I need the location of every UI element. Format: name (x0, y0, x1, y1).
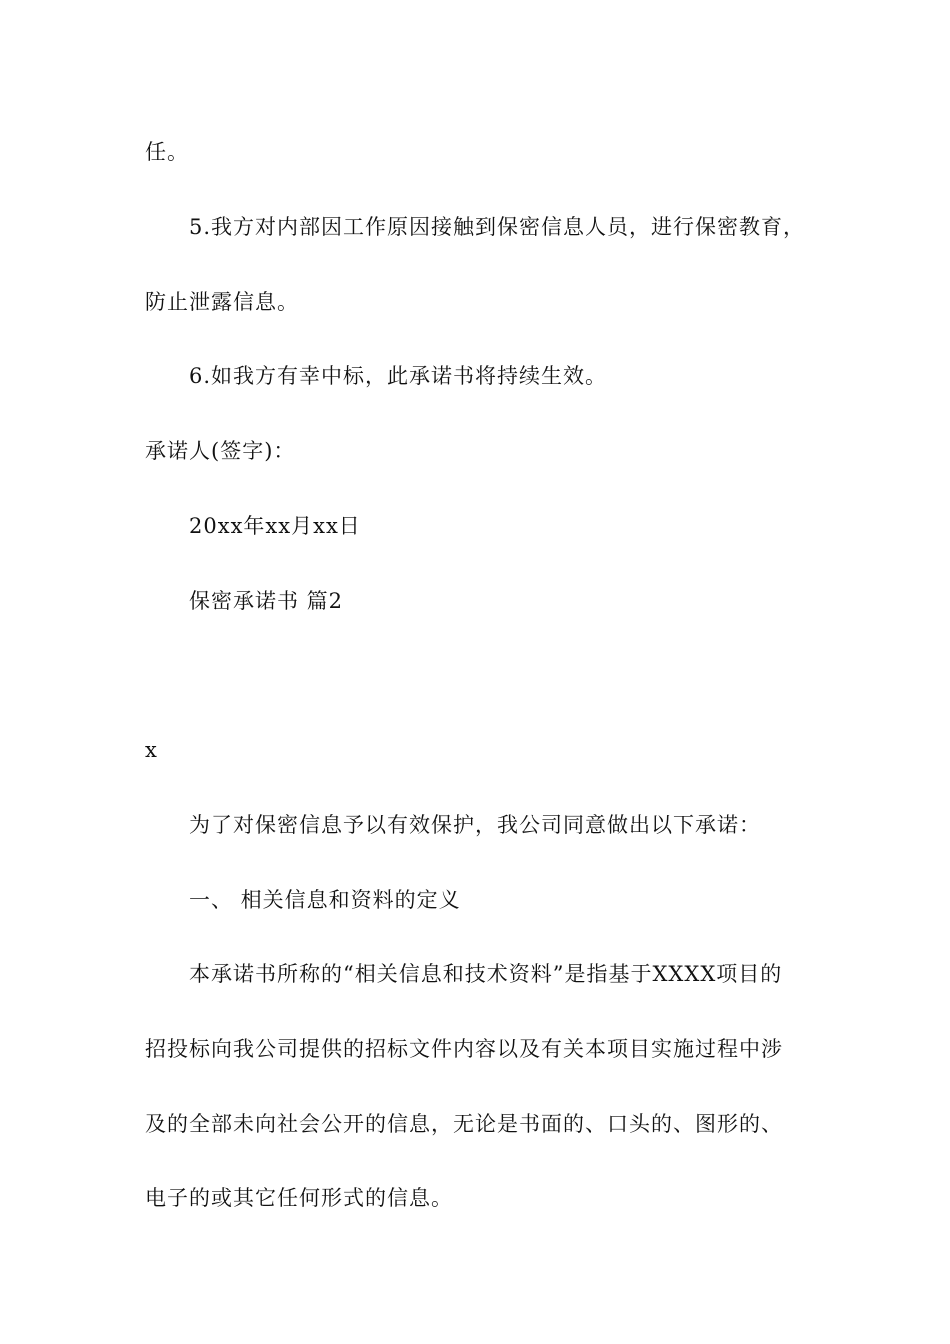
paragraph-line: 5.我方对内部因工作原因接触到保密信息人员，进行保密教育， (189, 215, 806, 239)
paragraph-line: 为了对保密信息予以有效保护，我公司同意做出以下承诺： (189, 813, 761, 837)
paragraph-line: 本承诺书所称的“相关信息和技术资料”是指基于XXXX项目的 (189, 962, 783, 986)
paragraph-line: 电子的或其它任何形式的信息。 (145, 1186, 453, 1210)
paragraph-line: 招投标向我公司提供的招标文件内容以及有关本项目实施过程中涉 (145, 1037, 783, 1061)
subsection-heading: 一、 相关信息和资料的定义 (189, 888, 461, 912)
paragraph-line: x (145, 738, 158, 762)
paragraph-line: 任。 (145, 140, 189, 164)
signature-label: 承诺人(签字)： (145, 439, 296, 463)
paragraph-line: 防止泄露信息。 (145, 290, 299, 314)
date-line: 20xx年xx月xx日 (189, 514, 361, 538)
paragraph-line: 及的全部未向社会公开的信息，无论是书面的、口头的、图形的、 (145, 1112, 783, 1136)
paragraph-line: 6.如我方有幸中标，此承诺书将持续生效。 (189, 364, 608, 388)
section-heading: 保密承诺书 篇2 (189, 589, 344, 613)
